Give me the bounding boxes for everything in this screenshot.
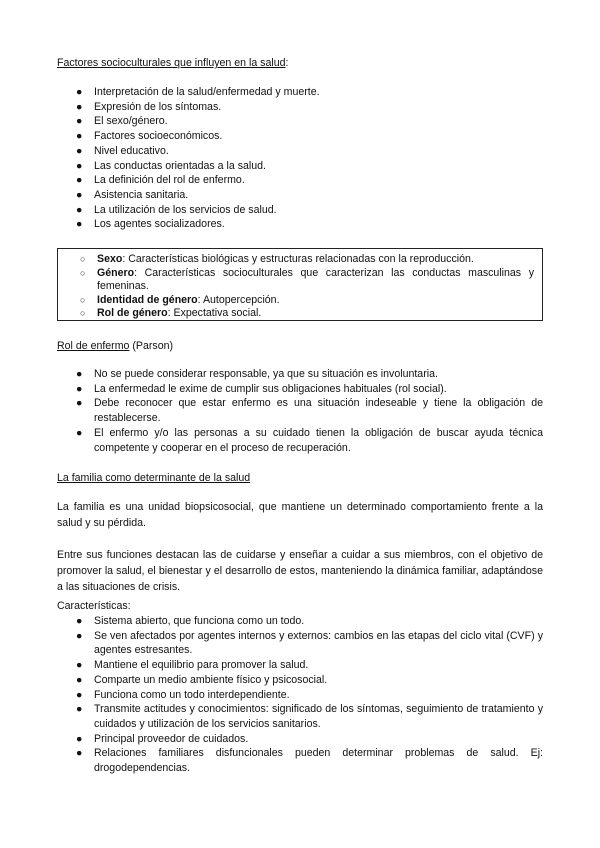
list-item: ● Transmite actitudes y conocimientos: significado de los síntomas, seguimiento de tratamiento y cuidados y utilización de los servicios sanitarios. (76, 703, 543, 730)
list-item: ● El sexo/género. (76, 115, 168, 128)
section-heading-familia (57, 472, 250, 484)
circle-bullet-icon: ○ (80, 254, 86, 264)
definition-item: ○ Género: Características socioculturales que caracterizan las conductas masculinas y femeninas. (80, 266, 534, 293)
heading-suffix: : (285, 57, 289, 69)
list-item: ● No se puede considerar responsable, ya que su situación es involuntaria. (76, 368, 438, 380)
heading-text: La familia como determinante de la salud (57, 472, 251, 484)
definitions-list (80, 253, 534, 321)
definition-item: ○ Sexo: Características biológicas y estructuras relacionadas con la reproducción. (80, 253, 474, 265)
list-item: ● Interpretación de la salud/enfermedad y muerte. (76, 86, 320, 98)
definitions-box (57, 248, 543, 321)
heading-suffix: (Parson) (129, 340, 174, 352)
list-item: ● Relaciones familiares disfuncionales pueden determinar problemas de salud. Ej: drogodependencias. (76, 747, 543, 775)
list-item: ● Factores socioeconómicos. (76, 130, 223, 143)
section-heading-factores (57, 57, 288, 69)
heading-text: Factores socioculturales que influyen en la salud (57, 57, 286, 69)
list-item: ● Sistema abierto, que funciona como un todo. (76, 615, 305, 627)
list-item: ● La enfermedad le exime de cumplir sus obligaciones habituales (rol social). (76, 382, 447, 395)
rol-list (76, 367, 543, 455)
definition-item: ○ Rol de género: Expectativa social. (80, 307, 262, 320)
familia-paragraph-1: La familia es una unidad biopsicosocial, que mantiene un determinado comportamiento frente a la salud y su pérdida. (57, 501, 543, 529)
caracteristicas-label: Características: (57, 600, 131, 612)
section-heading-rol (57, 340, 173, 352)
heading-text: Rol de enfermo (57, 340, 130, 352)
list-item: ● Expresión de los síntomas. (76, 100, 222, 113)
list-item: ● Asistencia sanitaria. (76, 188, 189, 201)
circle-bullet-icon: ○ (80, 308, 86, 319)
list-item: ● La utilización de los servicios de salud. (76, 203, 277, 216)
list-item: ● Principal proveedor de cuidados. (76, 732, 249, 745)
circle-bullet-icon: ○ (80, 267, 86, 278)
factores-list (76, 85, 543, 232)
list-item: ● La definición del rol de enfermo. (76, 174, 245, 187)
caracteristicas-list (76, 614, 543, 776)
list-item: ● Mantiene el equilibrio para promover la salud. (76, 659, 309, 672)
list-item: ● Debe reconocer que estar enfermo es una situación indeseable y tiene la obligación de restablecerse. (76, 397, 543, 425)
circle-bullet-icon: ○ (80, 294, 86, 305)
list-item: ● Los agentes socializadores. (76, 218, 225, 231)
list-item: ● Comparte un medio ambiente físico y psicosocial. (76, 673, 328, 686)
list-item: ● Las conductas orientadas a la salud. (76, 159, 266, 172)
definition-item: ○ Identidad de género: Autopercepción. (80, 293, 280, 306)
list-item: ● Se ven afectados por agentes internos y externos: cambios en las etapas del ciclo vital (CVF) y agentes estresantes. (76, 629, 543, 657)
list-item: ● Nivel educativo. (76, 144, 169, 157)
list-item: ● Funciona como un todo interdependiente. (76, 688, 290, 701)
familia-paragraph-2: Entre sus funciones destacan las de cuidarse y enseñar a cuidar a sus miembros, con el objetivo de promover la salud, el bienestar y el desarrollo de estos, manteniendo la dinámica familiar, adaptándose a las situaciones de crisis. (57, 549, 543, 593)
list-item: ● El enfermo y/o las personas a su cuidado tienen la obligación de buscar ayuda técnica competente y cooperar en el proceso de recuperación. (76, 426, 543, 454)
